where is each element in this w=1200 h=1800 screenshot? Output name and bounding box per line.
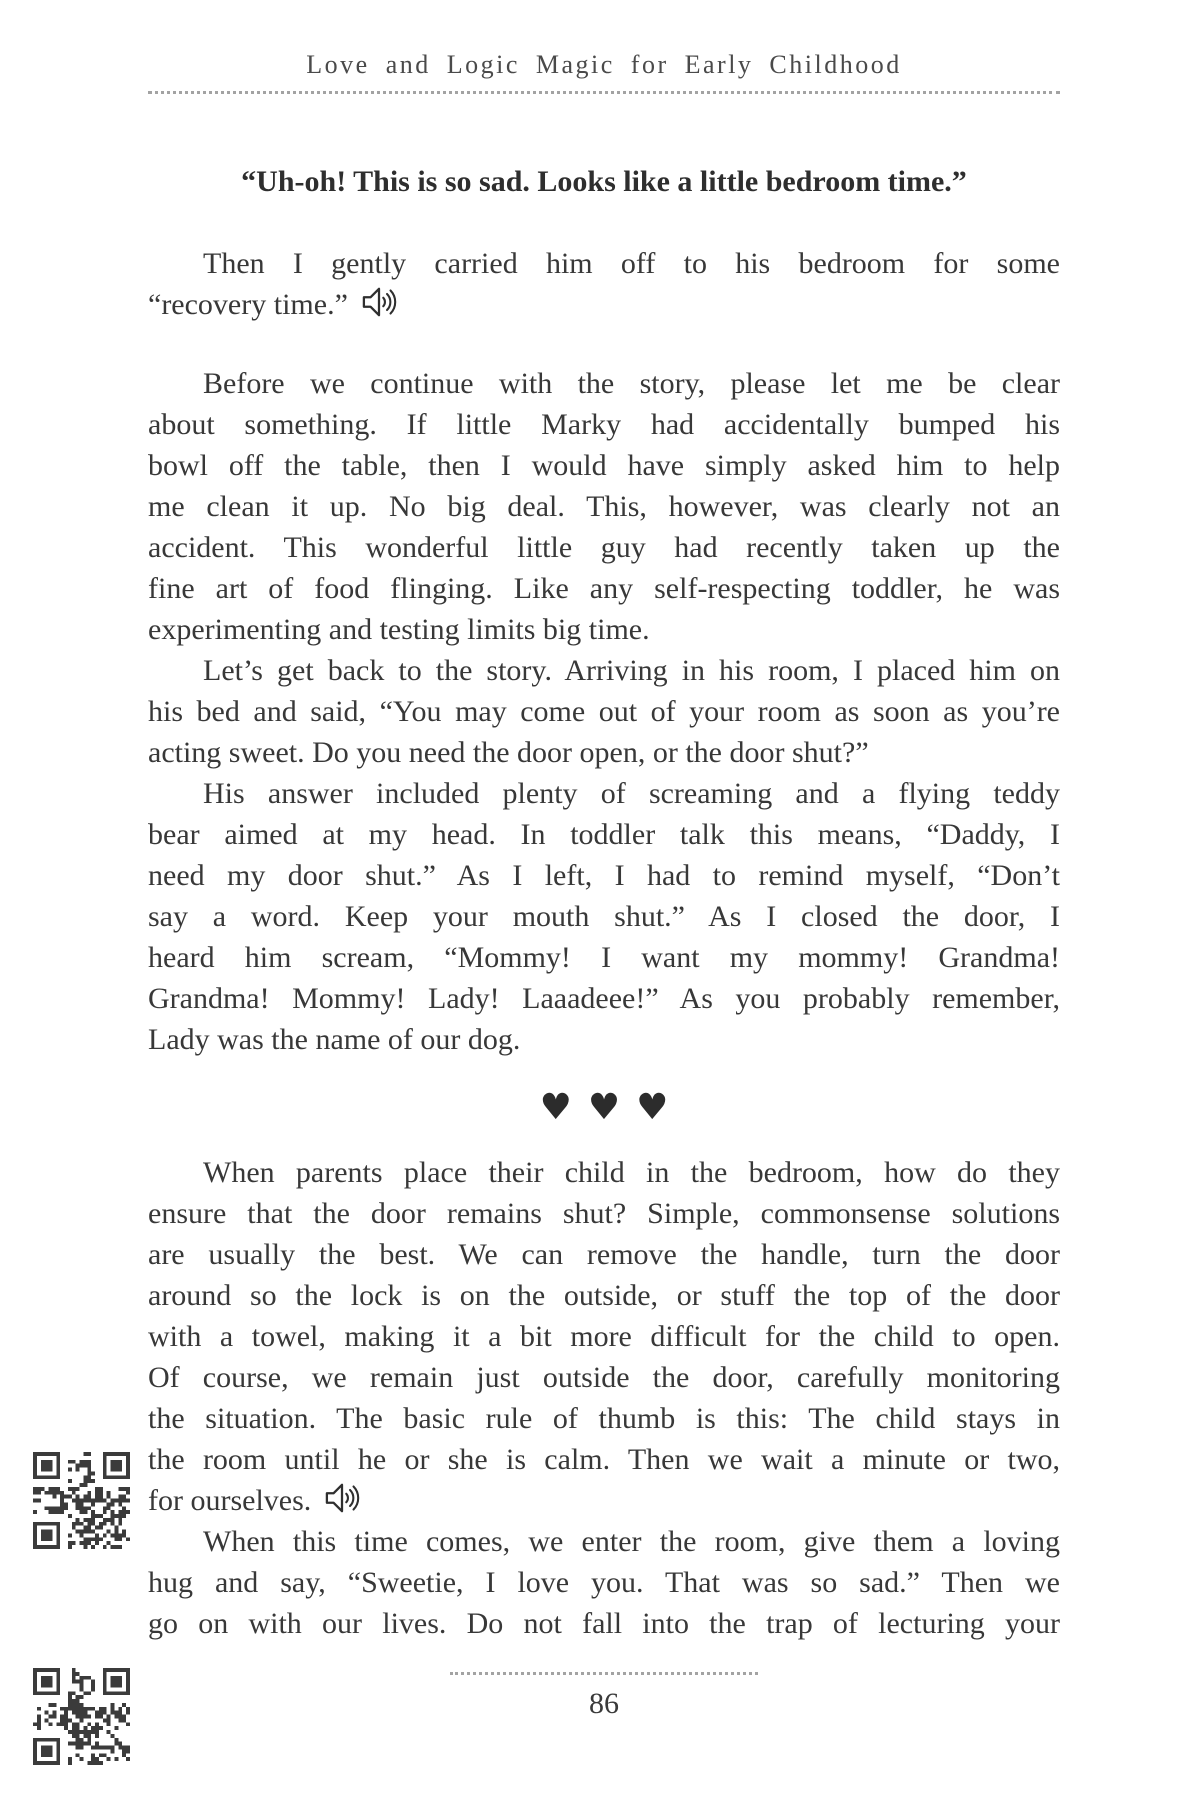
body-line	[148, 527, 1060, 568]
body-line	[148, 1234, 1060, 1275]
body-line	[148, 363, 1060, 404]
body-line	[148, 732, 1060, 773]
body-line-text: Of course, we remain just outside the door, carefully monitoring	[148, 1361, 1060, 1394]
body-line	[148, 1316, 1060, 1357]
body-line-text: around so the lock is on the outside, or stuff the top of the door	[148, 1279, 1060, 1312]
body-line-text: heard him scream, “Mommy! I want my mommy! Grandma!	[148, 941, 1060, 974]
body-line-text: with a towel, making it a bit more difficult for the child to open.	[148, 1320, 1060, 1353]
body-line	[148, 1193, 1060, 1234]
body-line	[148, 1357, 1060, 1398]
body-line-text: accident. This wonderful little guy had recently taken up the	[148, 531, 1060, 564]
body-line-text: need my door shut.” As I left, I had to remind myself, “Don’t	[148, 859, 1060, 892]
body-line	[148, 1480, 1060, 1521]
body-line-text: Before we continue with the story, please let me be clear	[203, 367, 1060, 400]
body-line-text: say a word. Keep your mouth shut.” As I closed the door, I	[148, 900, 1060, 933]
page-number: 86	[589, 1687, 619, 1720]
body-line	[148, 1152, 1060, 1193]
body-line-text: When this time comes, we enter the room, give them a loving	[203, 1525, 1060, 1558]
body-line-text: “recovery time.”	[148, 288, 348, 321]
footer-divider-rule	[450, 1672, 758, 1675]
body-line-text: about something. If little Marky had accidentally bumped his	[148, 408, 1060, 441]
body-line	[148, 773, 1060, 814]
qr-code	[33, 1668, 130, 1765]
body-line-text: me clean it up. No big deal. This, however, was clearly not an	[148, 490, 1060, 523]
body-line-text: bear aimed at my head. In toddler talk this means, “Daddy, I	[148, 818, 1060, 851]
body-line	[148, 243, 1060, 284]
story-heading: “Uh-oh! This is so sad. Looks like a little bedroom time.”	[241, 165, 967, 198]
body-line-text: Lady was the name of our dog.	[148, 1023, 521, 1056]
body-line	[148, 404, 1060, 445]
body-line	[148, 609, 1060, 650]
body-line	[148, 896, 1060, 937]
paragraph	[148, 1152, 1060, 1521]
body-line-text: the room until he or she is calm. Then we wait a minute or two,	[148, 1443, 1060, 1476]
body-line	[148, 855, 1060, 896]
paragraph	[148, 773, 1060, 1060]
body-line-text: fine art of food flinging. Like any self-respecting toddler, he was	[148, 572, 1060, 605]
body-line-text: His answer included plenty of screaming and a flying teddy	[203, 777, 1060, 810]
paragraph	[148, 243, 1060, 325]
body-line-text: ensure that the door remains shut? Simple, commonsense solutions	[148, 1197, 1060, 1230]
body-line	[148, 1439, 1060, 1480]
body-line	[148, 1562, 1060, 1603]
body-paragraphs	[148, 243, 1060, 1644]
body-line-text: his bed and said, “You may come out of your room as soon as you’re	[148, 695, 1060, 728]
body-line	[148, 486, 1060, 527]
body-line	[148, 1019, 1060, 1060]
hearts-divider: ♥♥♥	[539, 1087, 685, 1128]
paragraph	[148, 363, 1060, 650]
body-line-text: Let’s get back to the story. Arriving in his room, I placed him on	[203, 654, 1060, 687]
body-line	[148, 1521, 1060, 1562]
body-line-text: are usually the best. We can remove the handle, turn the door	[148, 1238, 1060, 1271]
page-footer	[148, 1672, 1060, 1721]
body-line	[148, 978, 1060, 1019]
body-line	[148, 568, 1060, 609]
body-line-text: Then I gently carried him off to his bedroom for some	[203, 247, 1060, 280]
paragraph	[148, 650, 1060, 773]
body-line-text: for ourselves.	[148, 1484, 312, 1517]
body-line-text: bowl off the table, then I would have simply asked him to help	[148, 449, 1060, 482]
body-line	[148, 1275, 1060, 1316]
paragraph	[148, 1521, 1060, 1644]
audio-icon[interactable]	[360, 285, 398, 319]
body-line-text: the situation. The basic rule of thumb is this: The child stays in	[148, 1402, 1060, 1435]
body-line	[148, 284, 1060, 325]
qr-code	[33, 1452, 130, 1549]
body-line	[148, 1398, 1060, 1439]
body-line-text: acting sweet. Do you need the door open, or the door shut?”	[148, 736, 869, 769]
body-line-text: hug and say, “Sweetie, I love you. That was so sad.” Then we	[148, 1566, 1060, 1599]
body-line	[148, 1603, 1060, 1644]
body-line-text: When parents place their child in the bedroom, how do they	[203, 1156, 1060, 1189]
body-line	[148, 814, 1060, 855]
page-content	[148, 88, 1060, 1644]
body-line-text: experimenting and testing limits big time.	[148, 613, 650, 646]
body-line	[148, 650, 1060, 691]
running-header-title: Love and Logic Magic for Early Childhood	[306, 50, 902, 79]
body-line	[148, 691, 1060, 732]
body-line-text: go on with our lives. Do not fall into the trap of lecturing your	[148, 1607, 1060, 1640]
audio-icon[interactable]	[323, 1481, 361, 1515]
body-line-text: Grandma! Mommy! Lady! Laaadeee!” As you probably remember,	[148, 982, 1060, 1015]
body-line	[148, 445, 1060, 486]
body-line	[148, 937, 1060, 978]
